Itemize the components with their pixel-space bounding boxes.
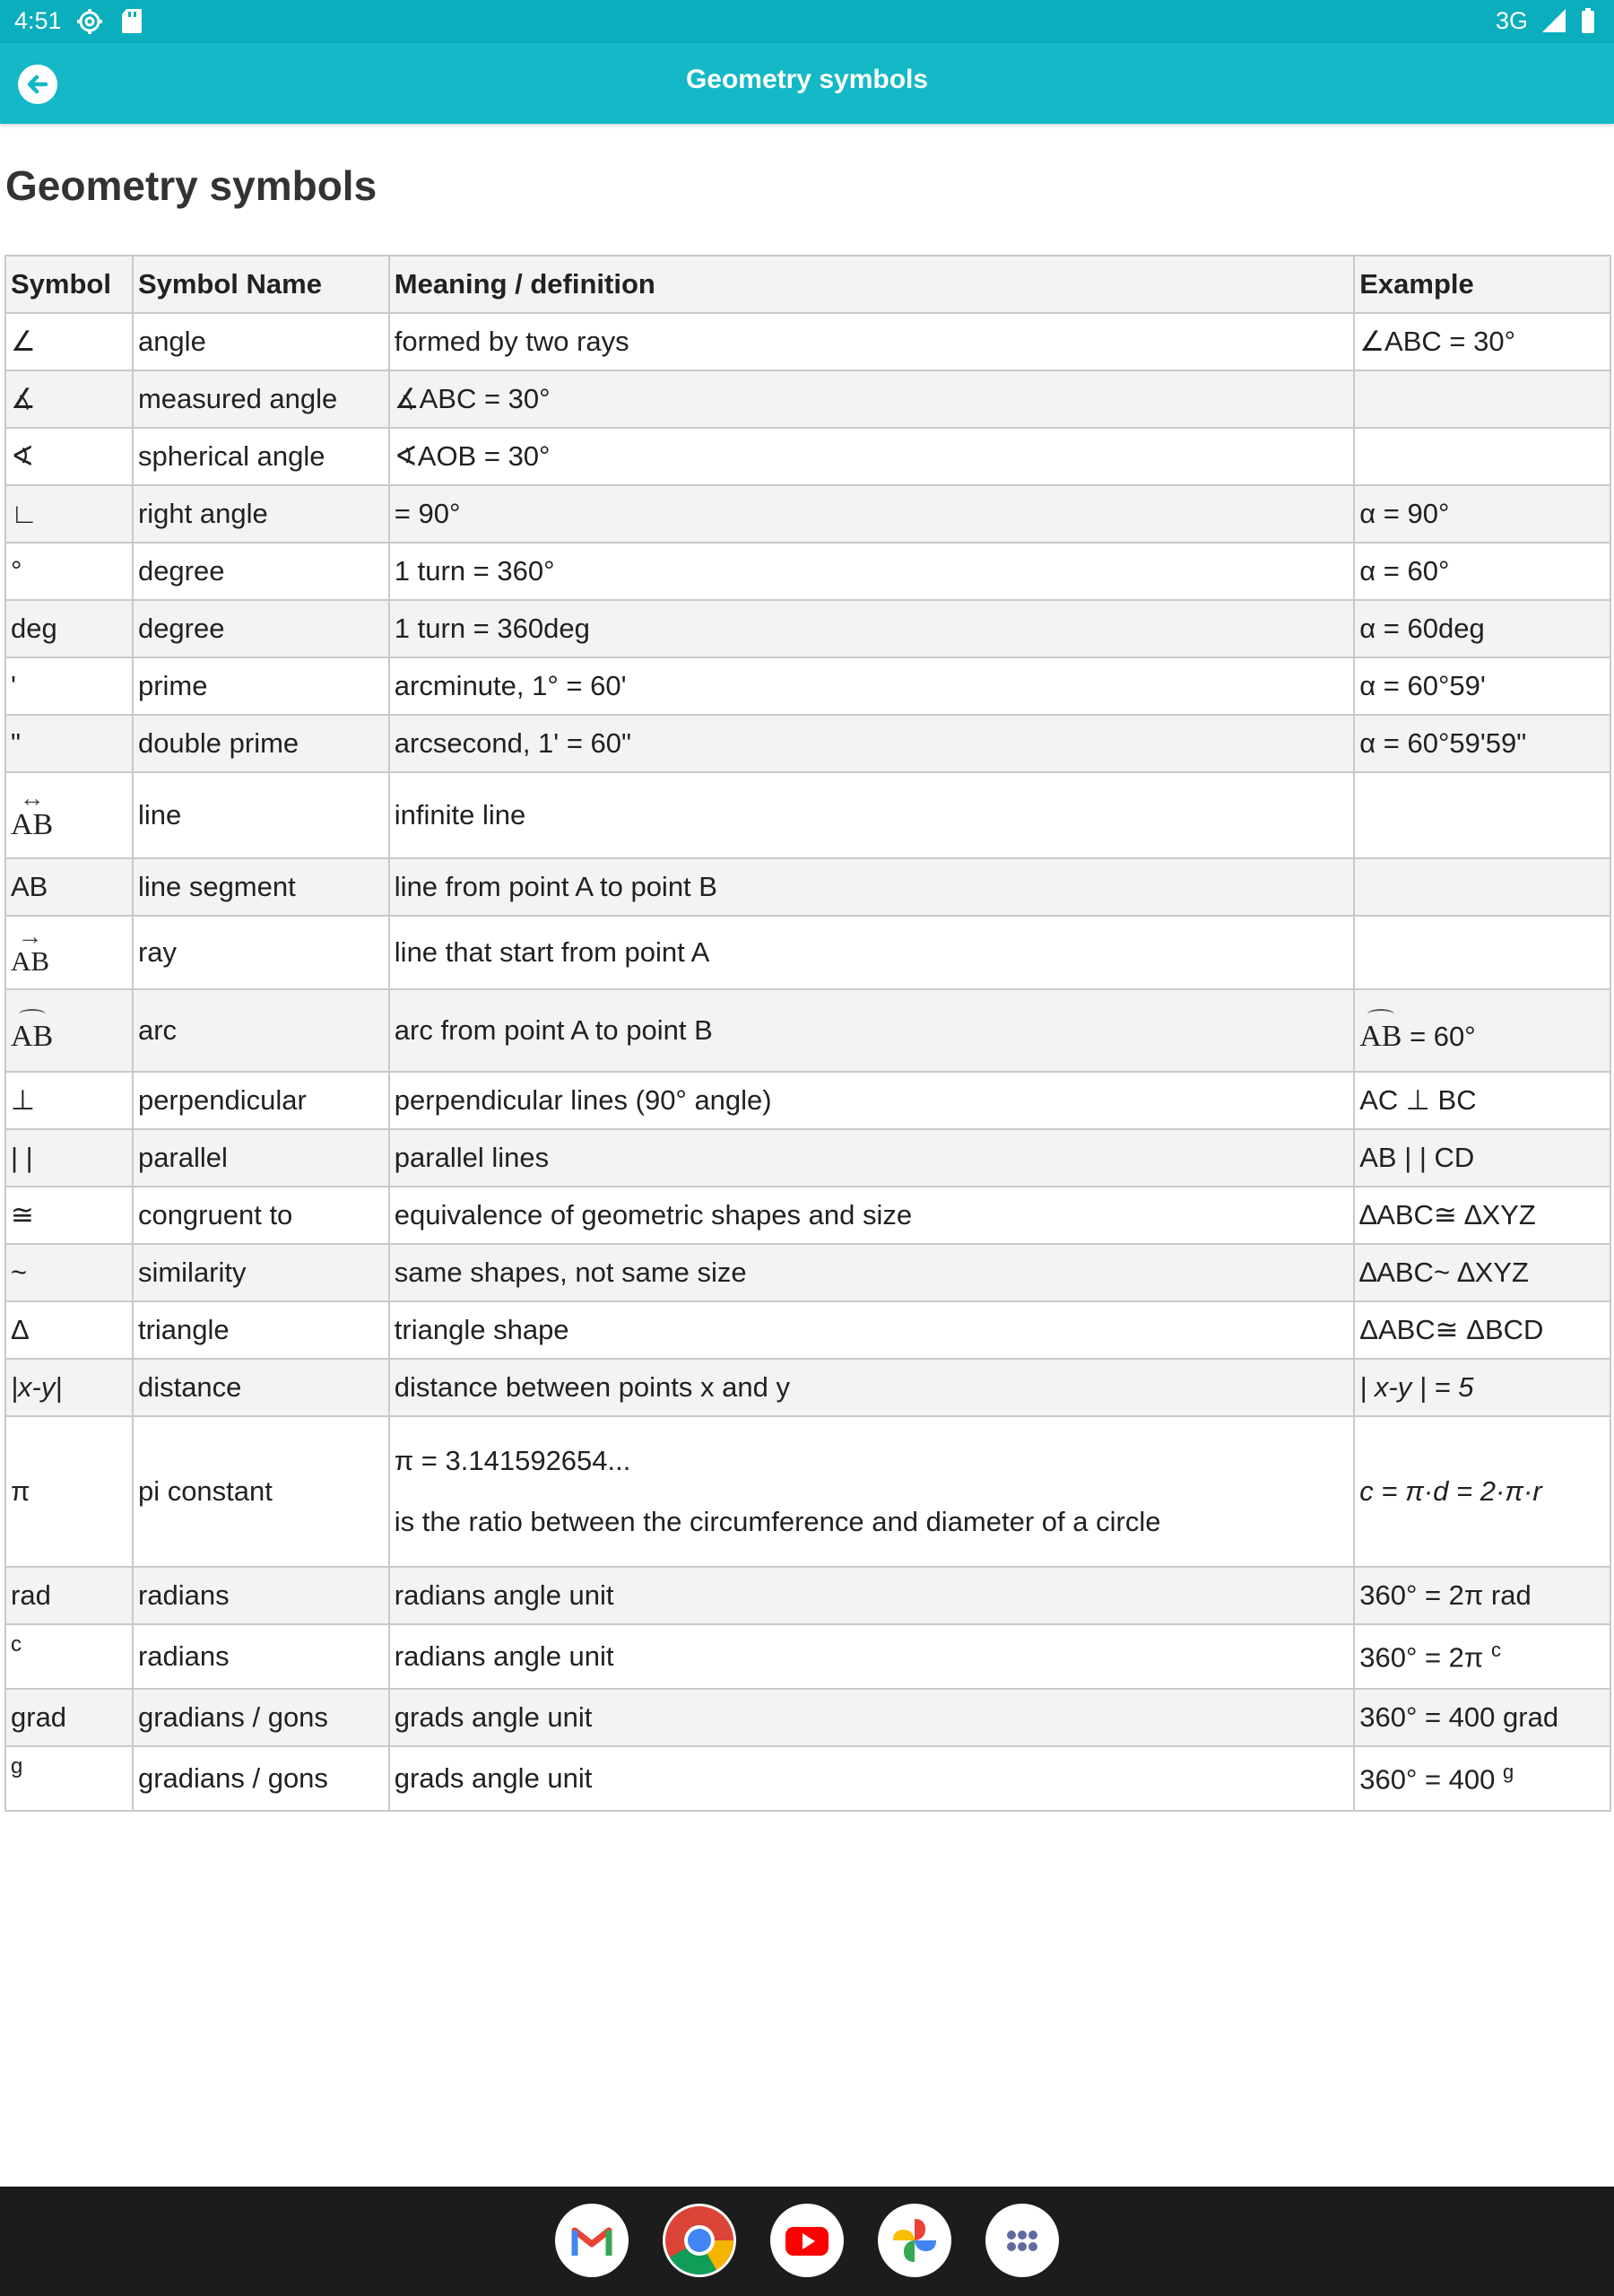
symbol-name-cell: line <box>133 772 389 858</box>
symbol-cell: deg <box>5 600 133 657</box>
symbol-letters: AB <box>11 807 54 841</box>
app-bar <box>0 43 1614 124</box>
gmail-app-button[interactable] <box>555 2204 629 2277</box>
table-row <box>5 989 1610 1072</box>
meaning-cell: distance between points x and y <box>389 1359 1354 1416</box>
meaning-cell: 1 turn = 360deg <box>389 600 1354 657</box>
table-row <box>5 1072 1610 1129</box>
table-row <box>5 1129 1610 1187</box>
symbol-cell: grad <box>5 1689 133 1746</box>
example-cell: α = 90° <box>1354 485 1610 543</box>
meaning-cell: grads angle unit <box>389 1746 1354 1811</box>
youtube-icon <box>770 2204 844 2277</box>
status-time: 4:51 <box>14 7 62 34</box>
pi-value: π = 3.141592654... <box>394 1445 631 1476</box>
table-row <box>5 543 1610 600</box>
right-arrow-mark: → <box>17 922 43 951</box>
symbol-name-cell: arc <box>133 989 389 1072</box>
meaning-cell: infinite line <box>389 772 1354 858</box>
network-type: 3G <box>1495 7 1528 34</box>
taskbar <box>0 2187 1614 2296</box>
symbol-name-cell: right angle <box>133 485 389 543</box>
example-cell <box>1354 772 1610 858</box>
meaning-cell: equivalence of geometric shapes and size <box>389 1187 1354 1244</box>
symbol-name-cell: measured angle <box>133 370 389 428</box>
table-row <box>5 1746 1610 1811</box>
example-text: 360° = 400 <box>1359 1763 1496 1796</box>
table-row <box>5 858 1610 916</box>
symbol-name-cell: angle <box>133 313 389 370</box>
photos-app-button[interactable] <box>878 2204 951 2277</box>
symbol-name-cell: perpendicular <box>133 1072 389 1129</box>
example-cell: ∆ABC~ ∆XYZ <box>1354 1244 1610 1301</box>
photos-icon <box>878 2204 951 2277</box>
app-bar-title: Geometry symbols <box>685 65 929 94</box>
symbol-name-cell: radians <box>133 1624 389 1689</box>
table-row <box>5 715 1610 772</box>
table-row <box>5 1567 1610 1624</box>
example-text: 360° = 2π <box>1359 1641 1484 1674</box>
arc-mark <box>1367 1009 1394 1020</box>
example-cell: c = π·d = 2·π·r <box>1354 1416 1610 1567</box>
symbol-name-cell: double prime <box>133 715 389 772</box>
symbol-name-cell: radians <box>133 1567 389 1624</box>
symbol-name-cell: triangle <box>133 1301 389 1359</box>
symbol-cell: ⊥ <box>5 1072 133 1129</box>
meaning-cell: same shapes, not same size <box>389 1244 1354 1301</box>
meaning-cell: formed by two rays <box>389 313 1354 370</box>
example-superscript: g <box>1503 1761 1514 1784</box>
symbol-cell: ' <box>5 657 133 715</box>
symbol-cell: | | <box>5 1129 133 1187</box>
table-row <box>5 1624 1610 1689</box>
symbol-cell: π <box>5 1416 133 1567</box>
symbol-cell: c <box>5 1624 133 1689</box>
example-cell: ΔABC≅ ΔBCD <box>1354 1301 1610 1359</box>
example-letters: AB <box>1359 1019 1402 1053</box>
column-header-symbol-name: Symbol Name <box>133 256 389 313</box>
meaning-cell: arc from point A to point B <box>389 989 1354 1072</box>
symbol-name-cell: degree <box>133 543 389 600</box>
meaning-cell: radians angle unit <box>389 1624 1354 1689</box>
symbol-name-cell: ray <box>133 916 389 989</box>
meaning-cell: ∡ABC = 30° <box>389 370 1354 428</box>
table-row <box>5 428 1610 485</box>
symbol-cell: Δ <box>5 1301 133 1359</box>
meaning-cell: triangle shape <box>389 1301 1354 1359</box>
pi-definition: is the ratio between the circumference and diameter of a circle <box>394 1506 1161 1537</box>
line-symbol <box>11 785 54 841</box>
table-row <box>5 370 1610 428</box>
symbol-name-cell: gradians / gons <box>133 1746 389 1811</box>
table-row <box>5 657 1610 715</box>
table-row <box>5 1301 1610 1359</box>
meaning-cell: 1 turn = 360° <box>389 543 1354 600</box>
example-cell <box>1354 370 1610 428</box>
meaning-cell: radians angle unit <box>389 1567 1354 1624</box>
example-cell: 360° = 400 grad <box>1354 1689 1610 1746</box>
table-header-row <box>5 256 1610 313</box>
table-row <box>5 1244 1610 1301</box>
symbol-cell: AB <box>5 858 133 916</box>
table-row <box>5 1689 1610 1746</box>
symbol-name-cell: line segment <box>133 858 389 916</box>
youtube-app-button[interactable] <box>770 2204 844 2277</box>
meaning-cell: = 90° <box>389 485 1354 543</box>
meaning-cell: arcsecond, 1' = 60" <box>389 715 1354 772</box>
app-drawer-button[interactable] <box>985 2204 1059 2277</box>
status-bar <box>0 0 1614 43</box>
example-cell: ∆ABC≅ ∆XYZ <box>1354 1187 1610 1244</box>
example-cell: | x-y | = 5 <box>1354 1359 1610 1416</box>
symbol-cell: ~ <box>5 1244 133 1301</box>
table-row <box>5 485 1610 543</box>
meaning-cell: arcminute, 1° = 60' <box>389 657 1354 715</box>
example-cell: α = 60deg <box>1354 600 1610 657</box>
meaning-cell: parallel lines <box>389 1129 1354 1187</box>
symbol-name-cell: distance <box>133 1359 389 1416</box>
symbol-name-cell: prime <box>133 657 389 715</box>
symbol-cell: ∟ <box>5 485 133 543</box>
example-cell <box>1354 989 1610 1072</box>
symbol-name-cell: congruent to <box>133 1187 389 1244</box>
double-arrow-mark: ↔ <box>19 785 45 813</box>
symbol-cell: rad <box>5 1567 133 1624</box>
ray-symbol <box>11 922 50 978</box>
table-row <box>5 313 1610 370</box>
example-cell <box>1354 428 1610 485</box>
symbol-cell: ∢ <box>5 428 133 485</box>
example-cell <box>1354 916 1610 989</box>
signal-icon <box>1540 7 1567 40</box>
settings-icon <box>75 7 104 42</box>
example-cell: ∠ABC = 30° <box>1354 313 1610 370</box>
table-row <box>5 1359 1610 1416</box>
example-cell <box>1354 1746 1610 1811</box>
example-cell <box>1354 858 1610 916</box>
arc-example-symbol <box>1359 1009 1401 1052</box>
sd-card-icon <box>120 7 143 40</box>
symbol-cell: ∡ <box>5 370 133 428</box>
meaning-cell <box>389 1416 1354 1567</box>
symbol-name-cell: gradians / gons <box>133 1689 389 1746</box>
column-header-meaning: Meaning / definition <box>389 256 1354 313</box>
page-title: Geometry symbols <box>5 162 377 209</box>
example-superscript: c <box>1490 1639 1501 1662</box>
symbol-name-cell: similarity <box>133 1244 389 1301</box>
column-header-example: Example <box>1354 256 1610 313</box>
arc-symbol <box>11 1009 53 1052</box>
symbol-name-cell: pi constant <box>133 1416 389 1567</box>
symbol-name-cell: parallel <box>133 1129 389 1187</box>
table-row <box>5 600 1610 657</box>
symbol-letters: AB <box>11 945 50 978</box>
symbol-cell: g <box>5 1746 133 1811</box>
symbol-name-cell: degree <box>133 600 389 657</box>
column-header-symbol: Symbol <box>5 256 133 313</box>
symbol-name-cell: spherical angle <box>133 428 389 485</box>
table-row <box>5 772 1610 858</box>
example-cell: 360° = 2π rad <box>1354 1567 1610 1624</box>
table-row <box>5 1187 1610 1244</box>
example-cell <box>1354 1624 1610 1689</box>
arc-mark <box>19 1009 46 1020</box>
example-cell: AC ⊥ BC <box>1354 1072 1610 1129</box>
chrome-app-button[interactable] <box>663 2204 736 2277</box>
symbol-cell <box>5 989 133 1072</box>
example-suffix: = 60° <box>1401 1020 1476 1052</box>
example-cell: α = 60°59'59" <box>1354 715 1610 772</box>
example-cell: α = 60° <box>1354 543 1610 600</box>
example-cell: AB | | CD <box>1354 1129 1610 1187</box>
meaning-cell: line from point A to point B <box>389 858 1354 916</box>
symbol-cell <box>5 772 133 858</box>
symbol-cell: ≅ <box>5 1187 133 1244</box>
battery-icon <box>1580 7 1596 40</box>
meaning-cell: perpendicular lines (90° angle) <box>389 1072 1354 1129</box>
chrome-icon <box>663 2204 736 2277</box>
symbol-letters: AB <box>11 1019 54 1053</box>
table-row <box>5 916 1610 989</box>
table-row <box>5 1416 1610 1567</box>
example-cell: α = 60°59' <box>1354 657 1610 715</box>
geometry-symbols-table <box>4 255 1611 1812</box>
symbol-cell: ∠ <box>5 313 133 370</box>
symbol-cell: " <box>5 715 133 772</box>
app-drawer-icon <box>985 2204 1059 2277</box>
symbol-cell: ° <box>5 543 133 600</box>
gmail-icon <box>555 2204 629 2277</box>
meaning-cell: ∢AOB = 30° <box>389 428 1354 485</box>
meaning-cell: line that start from point A <box>389 916 1354 989</box>
symbol-cell <box>5 916 133 989</box>
symbol-cell: |x-y| <box>5 1359 133 1416</box>
meaning-cell: grads angle unit <box>389 1689 1354 1746</box>
